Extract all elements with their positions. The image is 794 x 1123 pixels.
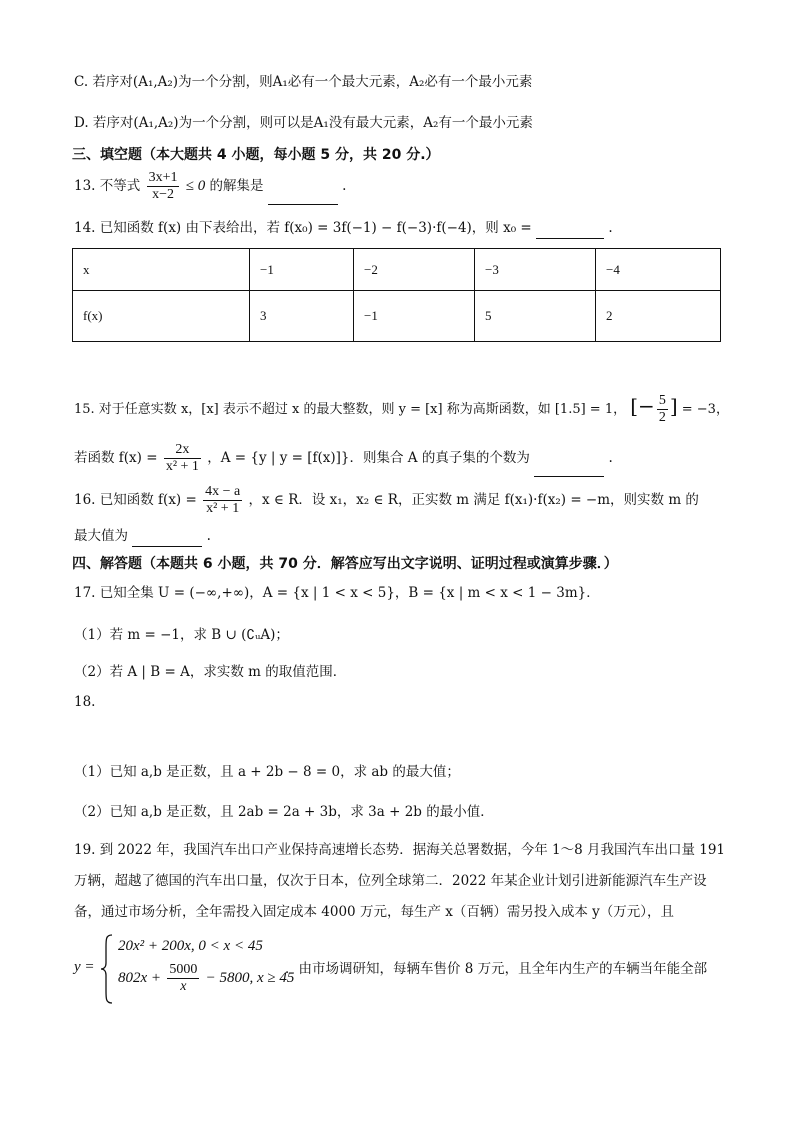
table-cell: −2 xyxy=(354,249,475,291)
q19-case-1: 20x² + 200x, 0 < x < 45 xyxy=(118,938,263,954)
q16-frac-den: x² + 1 xyxy=(206,501,240,516)
q19-case2-den: x xyxy=(180,979,187,994)
option-c: C. 若序对(A₁,A₂)为一个分割，则A₁必有一个最大元素，A₂必有一个最小元素 xyxy=(74,74,533,90)
q13-prefix: 13. 不等式 xyxy=(74,178,141,194)
table-cell: −4 xyxy=(596,249,721,291)
q15-line1-b: = −3， xyxy=(681,402,729,417)
q15-frac1-num: 5 xyxy=(658,393,666,408)
q16-fraction xyxy=(203,484,242,517)
q15-line2-b: ，A = {y | y = [f(x)]}．则集合 A 的真子集的个数为 xyxy=(207,450,530,466)
q15-answer-blank xyxy=(534,440,604,477)
q19-case2-a: 802x + xyxy=(118,970,162,986)
q16-line2: 最大值为 xyxy=(74,528,128,544)
q16-frac-num: 4x − a xyxy=(205,484,241,499)
section-fill-in-title: 三、填空题（本大题共 4 小题，每小题 5 分，共 20 分.） xyxy=(72,147,440,163)
table-cell: −1 xyxy=(250,249,354,291)
q16-line1-a: 16. 已知函数 f(x) = xyxy=(74,492,197,508)
table-cell: x xyxy=(73,249,250,291)
question-17-stem: 17. 已知全集 U = (−∞,+∞)，A = {x | 1 < x < 5}，B = {x | m < x < 1 − 3m}． xyxy=(74,585,600,601)
question-19-line-3: 备，通过市场分析，全年需投入固定成本 4000 万元，每生产 x（百辆）需另投入成本 y（万元），且 xyxy=(74,904,675,920)
question-17-part-1: （1）若 m = −1，求 B ∪ (∁ᵤA)； xyxy=(74,627,289,643)
question-14 xyxy=(74,218,734,239)
q15-line2-a: 若函数 f(x) = xyxy=(74,450,158,466)
table-cell: 2 xyxy=(596,291,721,342)
question-18-number: 18. xyxy=(74,694,96,710)
q14-end: . xyxy=(608,220,613,236)
q19-case2-num: 5000 xyxy=(169,962,198,977)
q13-answer-blank xyxy=(268,168,338,205)
question-19-line-1: 19. 到 2022 年，我国汽车出口产业保持高速增长态势．据海关总署数据，今年 1～8 月我国汽车出口量 191 xyxy=(74,842,726,858)
q15-frac1-den: 2 xyxy=(658,410,666,425)
q14-text: 14. 已知函数 f(x) 由下表给出，若 f(x₀) = 3f(−1) − f(−3)·f(−4)，则 x₀ = xyxy=(74,220,532,236)
q15-frac2-num: 2x xyxy=(164,442,201,459)
table-cell: −3 xyxy=(475,249,596,291)
question-18-part-1: （1）已知 a,b 是正数，且 a + 2b − 8 = 0，求 ab 的最大值； xyxy=(74,764,460,780)
q13-fraction xyxy=(147,170,180,203)
question-19-line-2: 万辆，超越了德国的汽车出口量，仅次于日本，位列全球第二．2022 年某企业计划引进新能源汽车生产设 xyxy=(74,873,707,889)
question-16-line-2 xyxy=(74,526,734,547)
table-cell: 5 xyxy=(475,291,596,342)
piecewise-brace-icon xyxy=(100,933,114,1005)
section-answer-title: 四、解答题（本题共 6 小题，共 70 分．解答应写出文字说明、证明过程或演算步骤．） xyxy=(72,556,618,572)
table-row-fx xyxy=(73,291,721,342)
question-13 xyxy=(74,168,734,205)
q19-y-label: y = xyxy=(74,959,95,975)
table-cell: 3 xyxy=(250,291,354,342)
question-15-line-1 xyxy=(74,388,734,428)
q19-case2-b: − 5800, x ≥ 45 xyxy=(205,970,295,986)
q14-answer-blank xyxy=(536,218,604,239)
q15-left-bracket: [− xyxy=(630,394,655,418)
q13-end: . xyxy=(342,178,347,194)
table-row-x xyxy=(73,249,721,291)
q15-right-bracket: ] xyxy=(669,394,678,418)
q13-frac-num: 3x+1 xyxy=(148,170,178,185)
question-18-part-2: （2）已知 a,b 是正数，且 2ab = 2a + 3b，求 3a + 2b 的最小值． xyxy=(74,804,494,820)
q15-frac2-den: x² + 1 xyxy=(165,459,199,474)
q16-answer-blank xyxy=(132,526,202,547)
q19-case2-fraction xyxy=(167,962,199,995)
q15-fraction-1 xyxy=(657,393,668,426)
q16-line1-b: ，x ∈ R．设 x₁，x₂ ∈ R，正实数 m 满足 f(x₁)·f(x₂) = −m，则实数 m 的 xyxy=(248,492,699,508)
question-19-line-4: ．由市场调研知，每辆车售价 8 万元，且全年内生产的车辆当年能全部 xyxy=(285,961,708,977)
q13-relation: ≤ 0 xyxy=(185,178,206,194)
q16-end: . xyxy=(206,528,211,544)
question-15-line-2 xyxy=(74,440,734,477)
q13-suffix: 的解集是 xyxy=(209,178,264,194)
option-d: D. 若序对(A₁,A₂)为一个分割，则可以是A₁没有最大元素，A₂有一个最小元素 xyxy=(74,115,533,131)
question-16-line-1 xyxy=(74,482,734,518)
q15-fraction-2 xyxy=(164,442,201,475)
q13-frac-den: x−2 xyxy=(152,187,174,202)
table-cell: f(x) xyxy=(73,291,250,342)
q15-line1-a: 15. 对于任意实数 x，[x] 表示不超过 x 的最大整数，则 y = [x] 称为高斯函数，如 [1.5] = 1， xyxy=(74,402,627,417)
function-value-table xyxy=(72,248,721,342)
question-17-part-2: （2）若 A | B = A，求实数 m 的取值范围． xyxy=(74,664,347,680)
table-cell: −1 xyxy=(354,291,475,342)
q15-end: . xyxy=(608,450,613,466)
